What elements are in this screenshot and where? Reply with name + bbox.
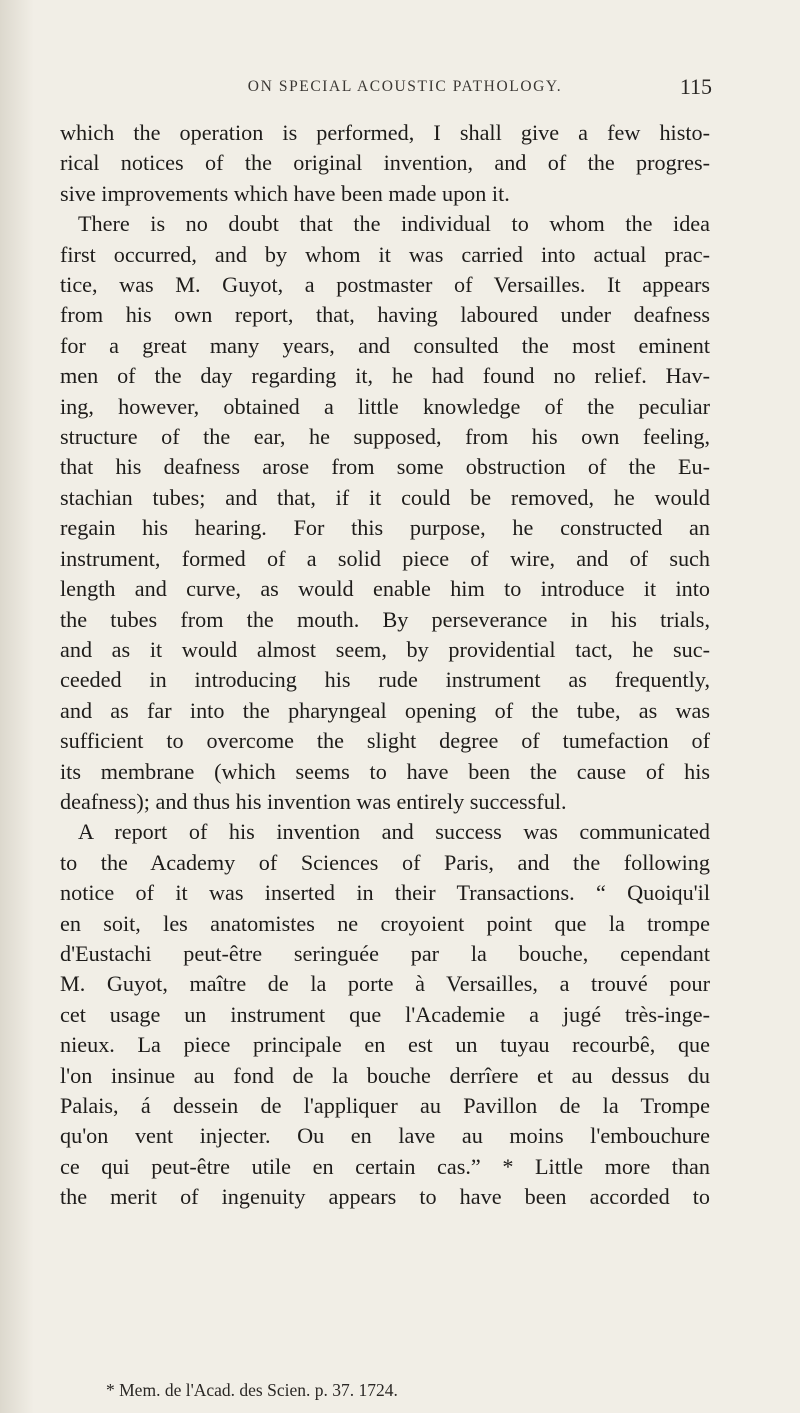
text-line: ce qui peut-être utile en certain cas.” * Little more than: [60, 1153, 710, 1179]
text-line: regain his hearing. For this purpose, he constructed an: [60, 515, 710, 541]
text-line: structure of the ear, he supposed, from his own feeling,: [60, 424, 710, 450]
text-line: d'Eustachi peut-être seringuée par la bouche, cependant: [60, 940, 710, 966]
text-line: rical notices of the original invention, and of the progres-: [60, 150, 710, 176]
text-line: and as it would almost seem, by providential tact, he suc-: [60, 636, 710, 662]
text-line: the merit of ingenuity appears to have been accorded to: [60, 1184, 710, 1210]
text-line: cet usage un instrument que l'Academie a jugé très-inge-: [60, 1001, 710, 1027]
text-line: to the Academy of Sciences of Paris, and the following: [60, 849, 710, 875]
text-line: the tubes from the mouth. By perseverance in his trials,: [60, 606, 710, 632]
text-line: M. Guyot, maître de la porte à Versailles, a trouvé pour: [60, 971, 710, 997]
running-head: ON SPECIAL ACOUSTIC PATHOLOGY.: [247, 78, 563, 95]
text-line: first occurred, and by whom it was carried into actual prac-: [60, 241, 710, 267]
page-header: [98, 74, 712, 104]
text-line: men of the day regarding it, he had found no relief. Hav-: [60, 363, 710, 389]
text-line: ceeded in introducing his rude instrument as frequently,: [60, 667, 710, 693]
footnote: * Mem. de l'Acad. des Scien. p. 37. 1724.: [106, 1380, 398, 1400]
text-line: its membrane (which seems to have been the cause of his: [60, 758, 710, 784]
text-line: ing, however, obtained a little knowledge of the peculiar: [60, 393, 710, 419]
page-gutter-shadow: [0, 0, 34, 1413]
text-line: length and curve, as would enable him to introduce it into: [60, 576, 710, 602]
text-line: sive improvements which have been made upon it.: [60, 180, 510, 206]
text-line: stachian tubes; and that, if it could be removed, he would: [60, 484, 710, 510]
text-line: nieux. La piece principale en est un tuyau recourbê, que: [60, 1032, 710, 1058]
text-line: notice of it was inserted in their Transactions. “ Quoiqu'il: [60, 880, 710, 906]
text-line: tice, was M. Guyot, a postmaster of Versailles. It appears: [60, 272, 710, 298]
text-line: sufficient to overcome the slight degree of tumefaction of: [60, 728, 710, 754]
text-line: qu'on vent injecter. Ou en lave au moins l'embouchure: [60, 1123, 710, 1149]
body-text: [60, 118, 710, 1213]
text-line: A report of his invention and success was communicated: [78, 819, 710, 845]
text-line: that his deafness arose from some obstruction of the Eu-: [60, 454, 710, 480]
text-line: deafness); and thus his invention was entirely successful.: [60, 788, 567, 814]
text-line: and as far into the pharyngeal opening of the tube, as was: [60, 697, 710, 723]
text-line: for a great many years, and consulted the most eminent: [60, 332, 710, 358]
text-line: en soit, les anatomistes ne croyoient point que la trompe: [60, 910, 710, 936]
text-line: which the operation is performed, I shall give a few histo-: [60, 120, 710, 145]
text-line: There is no doubt that the individual to whom the idea: [78, 211, 710, 237]
page-number: 115: [679, 74, 712, 99]
text-line: instrument, formed of a solid piece of wire, and of such: [60, 545, 710, 571]
text-line: l'on insinue au fond de la bouche derrîere et au dessus du: [60, 1062, 710, 1088]
text-line: Palais, á dessein de l'appliquer au Pavillon de la Trompe: [60, 1093, 710, 1118]
text-line: from his own report, that, having laboured under deafness: [60, 302, 710, 328]
